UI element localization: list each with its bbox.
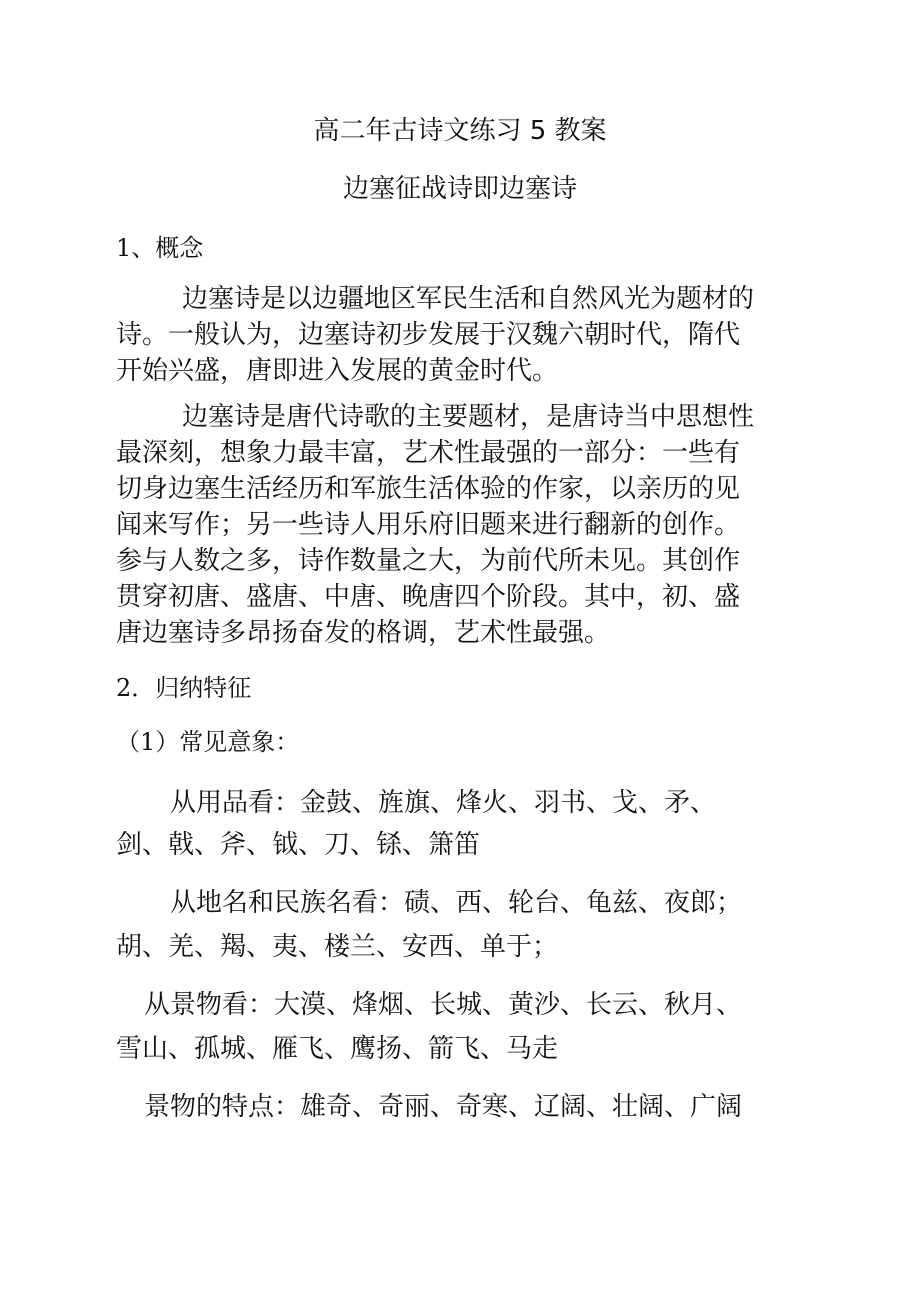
paragraph-2-line-5: 参与人数之多，诗作数量之大，为前代所未见。其创作 — [116, 546, 741, 576]
paragraph-1-line-2: 诗。一般认为，边塞诗初步发展于汉魏六朝时代，隋代 — [116, 320, 741, 350]
paragraph-2-line-4: 闻来写作；另一些诗人用乐府旧题来进行翻新的创作。 — [116, 510, 741, 540]
imagery-item-2-line-2: 胡、羌、羯、夷、楼兰、安西、单于； — [116, 932, 559, 962]
paragraph-1-line-1: 边塞诗是以边疆地区军民生活和自然风光为题材的 — [182, 284, 755, 314]
imagery-item-1-line-1: 从用品看：金鼓、旌旗、烽火、羽书、戈、矛、 — [170, 788, 717, 818]
imagery-item-3-line-2: 雪山、孤城、雁飞、鹰扬、箭飞、马走 — [116, 1034, 559, 1064]
imagery-item-1-line-2: 剑、戟、斧、钺、刀、铩、箫笛 — [116, 830, 481, 860]
paragraph-2-line-2: 最深刻，想象力最丰富，艺术性最强的一部分：一些有 — [116, 438, 741, 468]
section-2-heading: 2．归纳特征 — [116, 674, 252, 702]
document-subtitle: 边塞征战诗即边塞诗 — [342, 174, 577, 204]
paragraph-2-line-1: 边塞诗是唐代诗歌的主要题材，是唐诗当中思想性 — [182, 402, 755, 432]
imagery-item-2-line-1: 从地名和民族名看：碛、西、轮台、龟兹、夜郎； — [170, 888, 743, 918]
document-title: 高二年古诗文练习 5 教案 — [313, 116, 607, 146]
paragraph-2-line-6: 贯穿初唐、盛唐、中唐、晚唐四个阶段。其中，初、盛 — [116, 582, 741, 612]
section-2-subheading: （1）常见意象： — [116, 728, 300, 756]
paragraph-2-line-3: 切身边塞生活经历和军旅生活体验的作家，以亲历的见 — [116, 474, 741, 504]
section-1-heading: 1、概念 — [116, 234, 204, 262]
imagery-item-3-line-1: 从景物看：大漠、烽烟、长城、黄沙、长云、秋月、 — [144, 990, 743, 1020]
paragraph-1-line-3: 开始兴盛，唐即进入发展的黄金时代。 — [116, 356, 559, 386]
imagery-item-4-line-1: 景物的特点：雄奇、奇丽、奇寒、辽阔、壮阔、广阔 — [144, 1092, 743, 1122]
paragraph-2-line-7: 唐边塞诗多昂扬奋发的格调，艺术性最强。 — [116, 618, 611, 648]
